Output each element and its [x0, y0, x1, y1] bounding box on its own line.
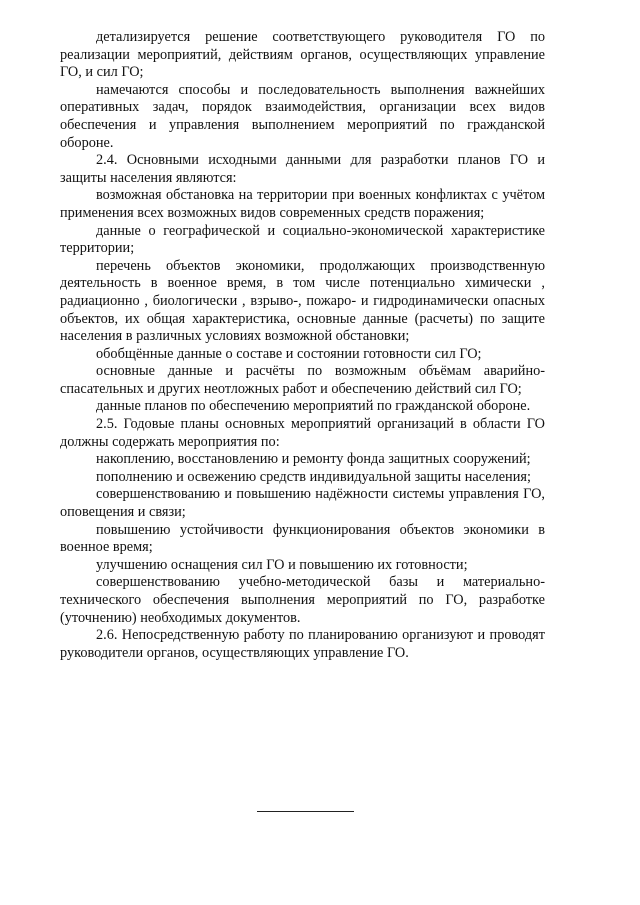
- paragraph-15: улучшению оснащения сил ГО и повышению их готовности;: [96, 556, 468, 573]
- paragraph-7: обобщённые данные о составе и состоянии готовности сил ГО;: [96, 345, 482, 362]
- paragraph-6: перечень объектов экономики, продолжающих производственную деятельность в военное время, в том числе потенциально химически , радиационно , биологически , взрыво-, пожаро- и гидродинамически опасных объектов, их общая характеристика, основные данные (расчеты) по защите населения в различных условиях возможной обстановки;: [60, 257, 545, 345]
- paragraph-12: пополнению и освежению средств индивидуальной защиты населения;: [96, 468, 531, 485]
- paragraph-11: накоплению, восстановлению и ремонту фонда защитных сооружений;: [96, 451, 531, 468]
- paragraph-16: совершенствованию учебно-методической базы и материально-технического обеспечения выполнения мероприятий по ГО, разработке (уточнению) необходимых документов.: [60, 574, 545, 626]
- paragraph-14: повышению устойчивости функционирования объектов экономики в военное время;: [60, 521, 545, 556]
- paragraph-2: намечаются способы и последовательность выполнения важнейших оперативных задач, порядок взаимодействия, организации всех видов обеспечения и управления выполнением мероприятий по гражданской обороне.: [60, 81, 545, 151]
- paragraph-3-section-2-4: 2.4. Основными исходными данными для разработки планов ГО и защиты населения являются:: [60, 152, 545, 186]
- paragraph-13: совершенствованию и повышению надёжности системы управления ГО, оповещения и связи;: [60, 486, 545, 521]
- document-body: [60, 29, 545, 662]
- paragraph-1: детализируется решение соответствующего руководителя ГО по реализации мероприятий, действиям органов, осуществляющих управление ГО, и сил ГО;: [60, 29, 545, 81]
- end-separator-line: [257, 811, 354, 812]
- paragraph-5: данные о географической и социально-экономической характеристике территории;: [60, 222, 545, 257]
- paragraph-4: возможная обстановка на территории при военных конфликтах с учётом применения всех возможных видов современных средств поражения;: [60, 187, 545, 221]
- paragraph-8: основные данные и расчёты по возможным объёмам аварийно-спасательных и других неотложных работ и обеспечению действий сил ГО;: [60, 363, 545, 397]
- paragraph-17-section-2-6: 2.6. Непосредственную работу по планированию организуют и проводят руководители органов, осуществляющих управление ГО.: [60, 627, 545, 661]
- paragraph-10-section-2-5: 2.5. Годовые планы основных мероприятий организаций в области ГО должны содержать мероприятия по:: [60, 416, 545, 450]
- paragraph-9: данные планов по обеспечению мероприятий по гражданской обороне.: [96, 398, 531, 415]
